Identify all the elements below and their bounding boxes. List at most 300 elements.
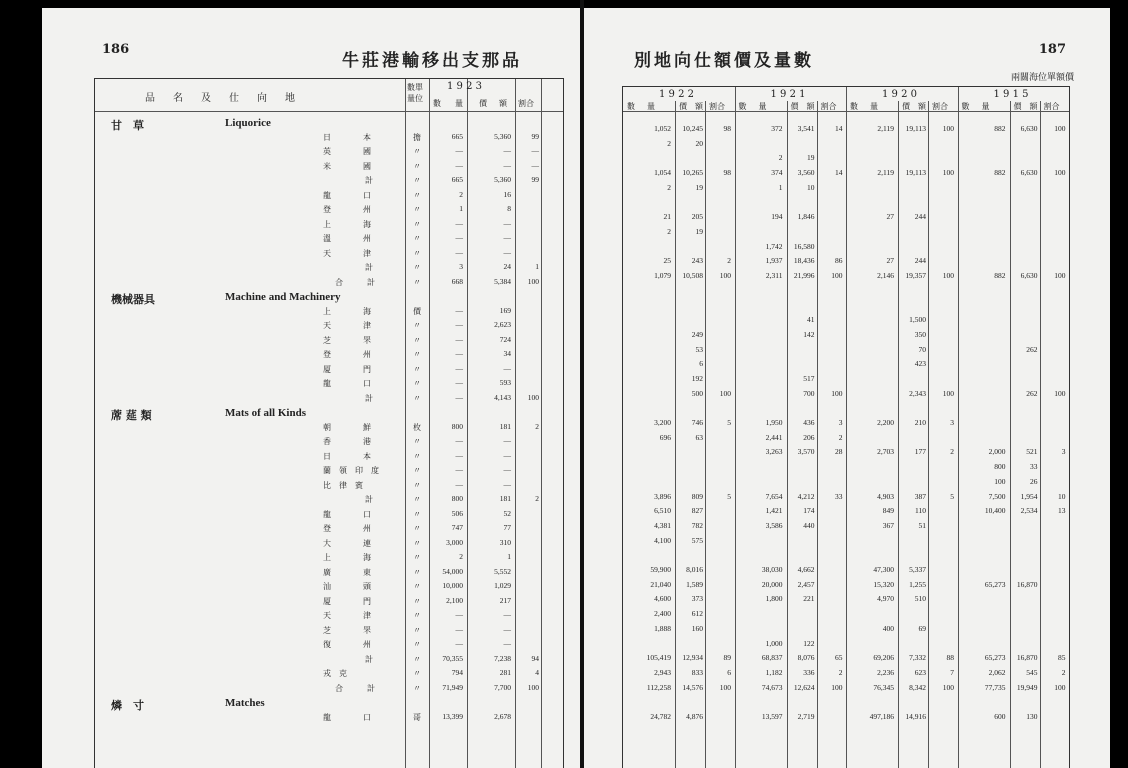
value-cell: 16 [503, 189, 511, 199]
unit-cell: 〃 [413, 219, 421, 229]
page-title-left: 牛莊港輸移出支那品 [342, 51, 522, 71]
ratio-cell: 100 [942, 124, 954, 133]
quantity-cell: 38,030 [761, 565, 783, 574]
quantity-cell: 2,119 [877, 168, 894, 178]
value-cell: 130 [1026, 712, 1038, 721]
value-cell: 809 [691, 491, 703, 501]
right-page [584, 8, 1110, 768]
quantity-cell: 112,258 [646, 682, 671, 692]
category-label: 甘 草 [111, 119, 144, 132]
quantity-cell: 2 [459, 189, 463, 199]
quantity-cell: 747 [451, 523, 463, 532]
ratio-cell: 94 [531, 653, 539, 663]
quantity-cell: 2 [778, 153, 783, 163]
value-cell: 169 [499, 305, 511, 315]
value-cell: 249 [691, 329, 703, 339]
ratio-cell: 100 [942, 388, 954, 398]
quantity-cell: — [455, 436, 463, 445]
unit-cell: 〃 [413, 640, 421, 649]
value-cell: 8,016 [686, 565, 703, 574]
quantity-cell: — [455, 479, 463, 489]
value-cell: 336 [803, 667, 815, 677]
value-cell: 1,029 [494, 581, 511, 590]
page-number-right: 187 [1038, 42, 1066, 57]
value-cell: 3,570 [797, 447, 815, 457]
value-cell: 26 [1030, 476, 1038, 486]
header-item-destination: 品 名 及 仕 向 地 [145, 93, 299, 104]
quantity-cell: 68,837 [761, 653, 783, 663]
value-cell: 7,700 [494, 682, 511, 692]
value-cell: 8 [507, 204, 511, 213]
destination-label: 龍 口 [323, 712, 371, 722]
subcol-ratio: 割合 [709, 102, 725, 111]
value-cell: — [503, 639, 511, 648]
subcol-value-2: 額 [918, 102, 926, 111]
value-cell: — [503, 436, 511, 445]
value-cell: 5,552 [494, 566, 511, 576]
quantity-cell: 24,782 [650, 712, 671, 721]
quantity-cell: — [455, 349, 463, 358]
value-cell: 2,719 [797, 712, 815, 721]
ratio-cell: 98 [723, 124, 731, 133]
quantity-cell: 2,062 [988, 667, 1006, 677]
ratio-cell: 100 [1054, 682, 1066, 692]
value-cell: 4,876 [686, 712, 703, 721]
column-divider [817, 101, 818, 768]
value-cell: 827 [691, 506, 703, 516]
subcol-value-1: 價 [679, 102, 687, 111]
quantity-cell: — [455, 160, 463, 170]
quantity-cell: — [455, 465, 463, 474]
value-cell: 8,076 [797, 653, 815, 663]
value-cell: 517 [803, 373, 815, 383]
unit-cell: 〃 [413, 350, 421, 359]
value-cell: — [503, 160, 511, 170]
quantity-cell: 74,673 [761, 682, 783, 692]
quantity-cell: 194 [771, 212, 783, 222]
column-divider [1010, 101, 1011, 768]
quantity-cell: 665 [451, 175, 463, 184]
unit-cell: 〃 [413, 538, 421, 548]
quantity-cell: 100 [994, 476, 1006, 486]
value-cell: 2,534 [1020, 506, 1038, 516]
destination-label: 龍 口 [323, 190, 371, 200]
destination-label: 日 本 [323, 132, 371, 142]
value-cell: — [503, 610, 511, 619]
value-cell: 833 [691, 667, 703, 677]
subcol-ratio: 割合 [932, 102, 948, 111]
value-cell: 521 [1026, 447, 1038, 457]
quantity-cell: — [455, 247, 463, 257]
quantity-cell: 69,206 [873, 653, 894, 663]
ratio-cell: 5 [727, 491, 731, 501]
quantity-cell: — [455, 363, 463, 373]
unit-cell: 〃 [413, 205, 421, 214]
quantity-cell: 2,146 [877, 271, 894, 280]
subcol-value-1: 價 [479, 99, 487, 108]
value-cell: 21,996 [793, 271, 815, 280]
quantity-cell: 3,896 [654, 491, 671, 501]
quantity-cell: 506 [451, 508, 463, 518]
value-cell: 18,436 [793, 256, 815, 266]
ratio-cell: 100 [942, 168, 954, 178]
value-cell: 593 [499, 378, 511, 387]
ratio-cell: 14 [835, 124, 843, 133]
value-cell: — [503, 247, 511, 257]
ratio-cell: 100 [831, 271, 843, 280]
subcol-quantity-2: 量 [981, 102, 990, 111]
quantity-cell: 1,054 [654, 168, 671, 178]
quantity-cell: 76,345 [873, 682, 894, 692]
quantity-cell: 2 [667, 138, 671, 148]
unit-cell: 擔 [413, 132, 421, 142]
ratio-cell: 6 [727, 667, 731, 677]
value-cell: 5,384 [494, 276, 511, 286]
value-cell: 19,113 [905, 168, 926, 178]
value-cell: 142 [803, 329, 815, 339]
unit-cell: 〃 [413, 234, 421, 243]
value-cell: 281 [499, 668, 511, 677]
value-cell: 206 [803, 432, 815, 442]
quantity-cell: 1,000 [765, 638, 783, 648]
unit-note: 兩關海位單額價 [1010, 73, 1074, 83]
destination-label: 朝 鮮 [323, 422, 371, 432]
value-cell: 174 [803, 506, 815, 516]
value-cell: 6,630 [1020, 168, 1038, 178]
quantity-cell: — [455, 450, 463, 460]
value-cell: 20 [695, 138, 703, 148]
subcol-quantity-1: 數 [961, 102, 970, 111]
subcol-quantity-2: 量 [870, 102, 878, 111]
ratio-cell: 2 [535, 494, 539, 503]
subcol-ratio: 割合 [820, 102, 837, 111]
quantity-cell: 2,119 [877, 124, 894, 133]
subcol-value-1: 價 [790, 102, 799, 111]
ratio-cell: 13 [1058, 506, 1066, 516]
subcol-ratio: 割合 [1043, 102, 1060, 111]
value-cell: 545 [1026, 667, 1038, 677]
column-divider [928, 101, 929, 768]
ratio-cell: 100 [719, 388, 731, 398]
destination-label: 上 海 [323, 219, 371, 229]
value-cell: 122 [803, 638, 815, 648]
quantity-cell: — [455, 624, 463, 634]
value-cell: 10 [807, 182, 815, 192]
ratio-cell: 100 [527, 276, 539, 286]
value-cell: 5,337 [909, 565, 926, 574]
value-cell: 3,560 [797, 168, 815, 178]
unit-header: 數單量位 [407, 83, 423, 103]
value-cell: 1,846 [797, 212, 815, 222]
quantity-cell: — [455, 392, 463, 402]
destination-label: 上 海 [323, 553, 371, 562]
value-cell: 19 [695, 226, 703, 236]
unit-cell: 枚 [413, 422, 421, 432]
value-cell: 2,623 [494, 320, 511, 329]
value-cell: 510 [914, 594, 926, 604]
quantity-cell: — [455, 320, 463, 329]
quantity-cell: 27 [886, 256, 894, 266]
value-cell: 181 [499, 421, 511, 431]
ratio-cell: 99 [531, 131, 539, 141]
unit-cell: 〃 [413, 480, 421, 490]
subcol-quantity-1: 數 [738, 102, 747, 111]
value-cell: — [503, 218, 511, 228]
quantity-cell: 54,000 [442, 566, 463, 576]
ratio-cell: 100 [527, 392, 539, 402]
destination-label: 米 國 [323, 161, 371, 171]
column-divider [787, 101, 788, 768]
destination-label: 龍 口 [323, 509, 371, 519]
quantity-cell: 21 [663, 212, 671, 222]
quantity-cell: 2,236 [877, 667, 894, 677]
value-cell: 1,954 [1020, 491, 1038, 501]
value-cell: 575 [691, 535, 703, 545]
quantity-cell: 59,900 [650, 565, 671, 574]
destination-label: 計 [365, 654, 373, 664]
value-cell: 205 [691, 212, 703, 222]
ratio-cell: 2 [838, 432, 843, 442]
ratio-cell: 100 [942, 271, 954, 280]
ratio-cell: 89 [723, 653, 731, 663]
unit-cell: 〃 [413, 466, 421, 475]
quantity-cell: 1,950 [765, 418, 783, 427]
value-cell: 10,265 [682, 168, 703, 178]
quantity-cell: 800 [451, 421, 463, 431]
value-cell: 53 [695, 344, 703, 354]
quantity-cell: — [455, 146, 463, 155]
value-cell: — [503, 624, 511, 634]
quantity-cell: 400 [882, 623, 894, 633]
category-label: 機械器具 [111, 293, 155, 306]
destination-label: 芝 罘 [323, 335, 371, 345]
quantity-cell: 372 [771, 124, 783, 133]
value-cell: 52 [503, 508, 511, 518]
quantity-cell: 27 [886, 212, 894, 222]
subcol-quantity-2: 量 [758, 102, 767, 111]
value-cell: 192 [691, 373, 703, 383]
quantity-cell: — [455, 233, 463, 242]
unit-cell: 〃 [413, 321, 421, 330]
quantity-cell: 800 [994, 462, 1006, 472]
value-cell: 210 [914, 418, 926, 427]
destination-label: 登 州 [323, 524, 371, 533]
quantity-cell: 794 [451, 668, 463, 677]
ratio-cell: 88 [946, 653, 954, 663]
ratio-cell: 2 [950, 447, 954, 457]
quantity-cell: 849 [882, 506, 894, 516]
quantity-cell: 1 [778, 182, 783, 192]
value-cell: 221 [803, 594, 815, 604]
value-cell: 623 [914, 667, 926, 677]
quantity-cell: 2,100 [446, 595, 463, 605]
value-cell: 10,508 [682, 271, 703, 280]
quantity-cell: 882 [994, 271, 1006, 280]
value-cell: 110 [915, 506, 926, 516]
value-cell: — [503, 363, 511, 373]
value-cell: 33 [1030, 462, 1038, 472]
year-header: 1 9 2 2 [659, 89, 694, 100]
value-cell: 19,949 [1016, 682, 1038, 692]
value-cell: 244 [914, 212, 926, 222]
subcol-quantity-2: 量 [647, 102, 655, 111]
quantity-cell: 20,000 [761, 579, 783, 589]
subcol-value-2: 額 [806, 102, 815, 111]
value-cell: 4,212 [797, 491, 815, 501]
unit-cell: 〃 [413, 263, 421, 272]
value-cell: 310 [499, 537, 511, 547]
quantity-cell: 2 [667, 182, 671, 192]
quantity-cell: 13,399 [442, 711, 463, 721]
ratio-cell: 28 [835, 447, 843, 457]
unit-cell: 〃 [413, 596, 421, 606]
ratio-cell: 100 [831, 388, 843, 398]
ratio-cell: 100 [1054, 124, 1066, 133]
quantity-cell: 65,273 [984, 653, 1006, 663]
value-cell: 350 [914, 329, 926, 339]
ratio-cell: 85 [1058, 653, 1066, 663]
quantity-cell: 882 [994, 168, 1006, 178]
destination-label: 計 [365, 495, 373, 504]
ratio-cell: 100 [1054, 271, 1066, 280]
quantity-cell: 1,182 [765, 667, 783, 677]
unit-cell: 〃 [413, 625, 421, 635]
unit-cell: 〃 [413, 582, 421, 591]
quantity-cell: 3,000 [446, 537, 463, 547]
ratio-cell: 3 [950, 418, 954, 427]
unit-cell: 〃 [413, 393, 421, 403]
value-cell: 6 [699, 359, 703, 369]
destination-label: 天 津 [323, 248, 371, 258]
quantity-cell: 800 [451, 494, 463, 503]
value-cell: 63 [695, 432, 703, 442]
quantity-cell: — [455, 334, 463, 344]
ratio-cell: 2 [727, 256, 731, 266]
ratio-cell: 86 [835, 256, 843, 266]
destination-label: 戎 克 [323, 669, 347, 678]
unit-cell: 〃 [413, 567, 421, 577]
value-cell: 1,589 [686, 579, 703, 589]
destination-label: 廣 東 [323, 567, 371, 577]
destination-label: 天 津 [323, 611, 371, 620]
quantity-cell: 10,000 [442, 581, 463, 590]
value-cell: 16,870 [1016, 579, 1038, 589]
unit-cell: 〃 [413, 495, 421, 504]
column-divider [898, 101, 899, 768]
value-cell: 700 [803, 388, 815, 398]
ratio-cell: — [531, 146, 539, 155]
quantity-cell: — [455, 218, 463, 228]
quantity-cell: 47,300 [873, 565, 894, 574]
ratio-cell: 100 [719, 682, 731, 692]
category-english-label: Machine and Machinery [225, 291, 341, 303]
quantity-cell: 3 [459, 262, 463, 271]
value-cell: 1,500 [909, 315, 926, 325]
unit-cell: 〃 [413, 669, 421, 678]
quantity-cell: 3,263 [765, 447, 783, 457]
left-table [94, 78, 564, 768]
value-cell: 7,332 [909, 653, 926, 663]
quantity-cell: 65,273 [984, 579, 1006, 589]
quantity-cell: 665 [451, 131, 463, 141]
quantity-cell: 4,600 [654, 594, 671, 604]
year-header: 1 9 2 1 [770, 89, 806, 100]
unit-cell: 〃 [413, 335, 421, 345]
destination-label: 英 國 [323, 147, 371, 156]
column-divider [705, 101, 706, 768]
quantity-cell: 1,937 [765, 256, 783, 266]
unit-cell: 〃 [413, 161, 421, 171]
value-cell: — [503, 465, 511, 474]
value-cell: 16,870 [1016, 653, 1038, 663]
unit-cell: 〃 [413, 176, 421, 185]
destination-label: 合 計 [335, 683, 375, 693]
value-cell: 19,357 [905, 271, 926, 280]
quantity-cell: 374 [771, 168, 783, 178]
value-cell: — [503, 146, 511, 155]
value-cell: 423 [914, 359, 926, 369]
subcol-ratio: 割合 [518, 99, 534, 108]
quantity-cell: 2,703 [877, 447, 894, 457]
subcol-quantity-2: 量 [455, 99, 463, 108]
quantity-cell: 4,381 [654, 520, 671, 530]
destination-label: 登 州 [323, 205, 371, 214]
subcol-value-2: 額 [695, 102, 703, 111]
quantity-cell: 77,735 [984, 682, 1006, 692]
destination-label: 比 律 賓 [323, 480, 363, 490]
value-cell: 19 [695, 182, 703, 192]
year-header: 1 9 2 0 [882, 89, 917, 100]
quantity-cell: 4,970 [877, 594, 894, 604]
quantity-cell: 25 [663, 256, 671, 266]
subcol-value-1: 價 [902, 102, 910, 111]
value-cell: 4,143 [494, 392, 511, 402]
value-cell: 436 [803, 418, 815, 427]
value-cell: 41 [807, 315, 815, 325]
ratio-cell: 14 [835, 168, 843, 178]
value-cell: 1 [507, 552, 511, 561]
ratio-cell: 100 [1054, 168, 1066, 178]
value-cell: 262 [1026, 344, 1038, 354]
destination-label: 厦 門 [323, 596, 371, 606]
quantity-cell: 7,500 [988, 491, 1006, 501]
value-cell: 19 [807, 153, 815, 163]
unit-cell: 〃 [413, 451, 421, 461]
quantity-cell: 2,943 [654, 667, 671, 677]
ratio-cell: 100 [527, 682, 539, 692]
value-cell: 14,576 [682, 682, 703, 692]
subcol-value-2: 額 [499, 99, 507, 108]
unit-cell: 〃 [413, 248, 421, 258]
unit-cell: 〃 [413, 611, 421, 620]
value-cell: 181 [499, 494, 511, 503]
value-cell: 2,678 [494, 711, 511, 721]
value-cell: 5,360 [494, 175, 511, 184]
value-cell: 16,580 [793, 241, 815, 251]
quantity-cell: 10,400 [984, 506, 1006, 516]
value-cell: 1,255 [909, 579, 926, 589]
ratio-cell: 65 [835, 653, 843, 663]
value-cell: — [503, 450, 511, 460]
destination-label: 溫 州 [323, 234, 371, 243]
value-cell: 500 [691, 388, 703, 398]
value-cell: 2,457 [797, 579, 815, 589]
ratio-cell: 5 [727, 418, 731, 427]
ratio-cell: 3 [838, 418, 843, 427]
quantity-cell: 7,654 [765, 491, 783, 501]
value-cell: 746 [691, 418, 703, 427]
category-english-label: Mats of all Kinds [225, 407, 306, 419]
